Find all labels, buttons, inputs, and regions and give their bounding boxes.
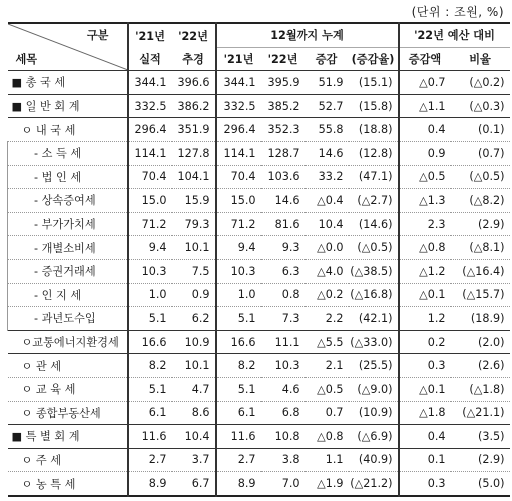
- cell-f: (12.8): [358, 146, 393, 160]
- cell-a: 6.1: [128, 401, 172, 425]
- cell-c: 71.2: [216, 212, 261, 236]
- cell-a: 332.5: [128, 94, 172, 118]
- cell-c: 332.5: [216, 94, 261, 118]
- cell-b: 79.3: [184, 217, 210, 231]
- row-label: ㅇ 주 세: [21, 453, 62, 467]
- cell-f: (△6.9): [357, 429, 393, 443]
- cell-d: 3.8: [281, 453, 300, 467]
- cell-b: 10.9: [184, 335, 210, 349]
- col-cum-21: '21년: [216, 47, 261, 71]
- cell-h: (△15.7): [462, 288, 505, 302]
- cell-g: △0.1: [399, 283, 451, 307]
- cell-d: 385.2: [267, 99, 300, 113]
- row-label: ㅇ 관 세: [21, 359, 62, 373]
- cell-c: 114.1: [216, 141, 261, 165]
- cell-g: △1.8: [399, 401, 451, 425]
- cell-c: 8.9: [216, 472, 261, 496]
- cell-a: 11.6: [128, 425, 172, 449]
- cell-g: 0.3: [399, 472, 451, 496]
- unit-note: (단위 : 조원, %): [411, 5, 504, 19]
- cell-f: (△0.5): [357, 241, 393, 255]
- cell-d: 11.1: [274, 335, 300, 349]
- row-label: - 인 지 세: [8, 283, 128, 307]
- cell-c: 5.1: [216, 307, 261, 331]
- cell-d: 103.6: [267, 170, 300, 184]
- table-row: [8, 448, 510, 472]
- corner-label-item: 세목: [15, 53, 38, 67]
- cell-c: 70.4: [216, 165, 261, 189]
- cell-b: 7.5: [191, 264, 210, 278]
- row-label: ■ 일 반 회 계: [11, 100, 80, 114]
- cell-b: 4.7: [191, 382, 210, 396]
- table-row: [8, 71, 510, 95]
- cell-c: 1.0: [216, 283, 261, 307]
- cell-e: △0.0: [317, 241, 344, 255]
- table-row: [8, 189, 510, 213]
- cell-f: (40.9): [358, 453, 393, 467]
- cell-b: 15.9: [184, 193, 210, 207]
- row-label: ■ 특 별 회 계: [11, 430, 80, 444]
- table-row: [8, 283, 510, 307]
- cell-h: (△0.3): [469, 99, 505, 113]
- cell-a: 2.7: [128, 448, 172, 472]
- table-row: [8, 425, 510, 449]
- row-label: ㅇ 교 육 세: [21, 383, 76, 397]
- table-body: [8, 71, 510, 496]
- cell-e: △0.5: [317, 382, 344, 396]
- cell-f: (25.5): [358, 359, 393, 373]
- table-row: [8, 307, 510, 331]
- cell-e: 2.1: [325, 359, 344, 373]
- cell-b: 396.6: [177, 75, 210, 89]
- cell-h: (2.9): [477, 453, 505, 467]
- cell-h: (△8.1): [469, 241, 505, 255]
- cell-h: (2.9): [477, 217, 505, 231]
- cell-g: △0.5: [399, 165, 451, 189]
- cell-g: 0.2: [399, 330, 451, 354]
- cell-g: △1.2: [399, 259, 451, 283]
- cell-d: 9.3: [281, 241, 300, 255]
- cell-h: (5.0): [477, 477, 505, 491]
- col-budget-diff: 증감액: [399, 47, 451, 71]
- cell-a: 5.1: [128, 377, 172, 401]
- cell-e: 0.7: [325, 406, 344, 420]
- cell-g: 2.3: [399, 212, 451, 236]
- cell-a: 15.0: [128, 189, 172, 213]
- cell-h: (△0.5): [469, 170, 505, 184]
- row-label: ■ 총 국 세: [11, 76, 66, 90]
- col-22-supp-l2: 추경: [172, 47, 216, 71]
- cell-f: (△21.2): [350, 477, 393, 491]
- table-row: [8, 141, 510, 165]
- cell-e: 52.7: [318, 99, 344, 113]
- row-label: ㅇ 농 특 세: [21, 477, 76, 491]
- cell-d: 6.8: [281, 406, 300, 420]
- cell-e: △4.0: [317, 264, 344, 278]
- cell-h: (0.7): [477, 146, 505, 160]
- cell-a: 10.3: [128, 259, 172, 283]
- cell-b: 0.9: [191, 288, 210, 302]
- row-label: ㅇ교통에너지환경세: [21, 336, 119, 350]
- cell-g: △0.8: [399, 236, 451, 260]
- cell-a: 71.2: [128, 212, 172, 236]
- col-21-actual-l2: 실적: [128, 47, 172, 71]
- cell-b: 6.2: [191, 311, 210, 325]
- cell-g: 0.4: [399, 425, 451, 449]
- cell-d: 14.6: [274, 193, 300, 207]
- cell-c: 9.4: [216, 236, 261, 260]
- cell-c: 15.0: [216, 189, 261, 213]
- row-label: - 소 득 세: [8, 141, 128, 165]
- cell-a: 5.1: [128, 307, 172, 331]
- cell-h: (△21.1): [462, 406, 505, 420]
- col-budget-ratio: 비율: [451, 47, 510, 71]
- cell-c: 2.7: [216, 448, 261, 472]
- row-label: - 과년도수입: [8, 307, 128, 331]
- cell-g: △0.1: [399, 377, 451, 401]
- tax-revenue-table: [7, 22, 510, 497]
- col-cum-diff: 증감: [305, 47, 349, 71]
- cell-f: (△38.5): [350, 264, 393, 278]
- cell-e: △0.4: [317, 193, 344, 207]
- cell-f: (△9.0): [357, 382, 393, 396]
- cell-g: △1.3: [399, 189, 451, 213]
- cell-f: (42.1): [358, 311, 393, 325]
- cell-a: 114.1: [128, 141, 172, 165]
- cell-f: (15.8): [358, 99, 393, 113]
- row-label: ㅇ 종합부동산세: [21, 406, 101, 420]
- cell-e: △5.5: [317, 335, 344, 349]
- cell-c: 10.3: [216, 259, 261, 283]
- cell-a: 296.4: [128, 118, 172, 142]
- cell-a: 344.1: [128, 71, 172, 95]
- col-21-actual-l1: '21년: [128, 23, 172, 47]
- cell-a: 8.2: [128, 354, 172, 378]
- cell-b: 127.8: [177, 146, 210, 160]
- table-row: [8, 472, 510, 496]
- cell-c: 344.1: [216, 71, 261, 95]
- cell-e: △0.8: [317, 429, 344, 443]
- cell-h: (18.9): [470, 311, 505, 325]
- cell-h: (△0.2): [469, 75, 505, 89]
- row-label: - 증권거래세: [8, 259, 128, 283]
- cell-d: 81.6: [274, 217, 300, 231]
- table-row: [8, 259, 510, 283]
- cell-h: (3.5): [477, 429, 505, 443]
- cell-h: (2.6): [477, 359, 505, 373]
- table-row: [8, 330, 510, 354]
- cell-a: 70.4: [128, 165, 172, 189]
- cell-e: △0.2: [317, 288, 344, 302]
- cell-d: 128.7: [267, 146, 300, 160]
- cell-f: (15.1): [358, 75, 393, 89]
- cum-header: 12월까지 누계: [216, 23, 399, 47]
- cell-b: 10.1: [184, 241, 210, 255]
- cell-f: (△33.0): [350, 335, 393, 349]
- cell-f: (14.6): [358, 217, 393, 231]
- table-row: [8, 212, 510, 236]
- cell-b: 351.9: [177, 123, 210, 137]
- cell-d: 352.3: [267, 123, 300, 137]
- cell-g: 1.2: [399, 307, 451, 331]
- cell-b: 8.6: [191, 406, 210, 420]
- col-cum-rate: (증감율): [349, 47, 399, 71]
- cell-a: 8.9: [128, 472, 172, 496]
- cell-d: 7.3: [281, 311, 300, 325]
- cell-d: 7.0: [281, 477, 300, 491]
- cell-d: 10.3: [274, 359, 300, 373]
- table-row: [8, 118, 510, 142]
- cell-d: 395.9: [267, 75, 300, 89]
- row-label: - 법 인 세: [8, 165, 128, 189]
- cell-e: 2.2: [325, 311, 344, 325]
- cell-b: 10.4: [184, 429, 210, 443]
- cell-a: 1.0: [128, 283, 172, 307]
- row-label: ㅇ 내 국 세: [21, 123, 76, 137]
- cell-e: 10.4: [318, 217, 344, 231]
- cell-e: 14.6: [318, 146, 344, 160]
- cell-e: 1.1: [325, 453, 344, 467]
- cell-b: 386.2: [177, 99, 210, 113]
- cell-b: 10.1: [184, 359, 210, 373]
- cell-g: △0.7: [399, 71, 451, 95]
- cell-e: 55.8: [318, 123, 344, 137]
- cell-e: 51.9: [318, 75, 344, 89]
- table-row: [8, 354, 510, 378]
- cell-b: 6.7: [191, 477, 210, 491]
- table-row: [8, 377, 510, 401]
- cell-b: 3.7: [191, 453, 210, 467]
- cell-c: 16.6: [216, 330, 261, 354]
- cell-c: 6.1: [216, 401, 261, 425]
- row-label: - 개별소비세: [8, 236, 128, 260]
- cell-a: 16.6: [128, 330, 172, 354]
- table-row: [8, 236, 510, 260]
- cell-c: 8.2: [216, 354, 261, 378]
- col-22-supp-l1: '22년: [178, 29, 208, 43]
- cell-g: 0.4: [399, 118, 451, 142]
- cell-a: 9.4: [128, 236, 172, 260]
- cell-c: 296.4: [216, 118, 261, 142]
- cell-f: (18.8): [358, 123, 393, 137]
- cell-e: △1.9: [317, 477, 344, 491]
- cell-h: (2.0): [477, 335, 505, 349]
- cell-h: (0.1): [477, 123, 505, 137]
- col-cum-22: '22년: [261, 47, 305, 71]
- table-row: [8, 94, 510, 118]
- cell-h: (△16.4): [462, 264, 505, 278]
- cell-h: (△8.2): [469, 193, 505, 207]
- cell-b: 104.1: [177, 170, 210, 184]
- table-row: [8, 401, 510, 425]
- cell-d: 0.8: [281, 288, 300, 302]
- corner-label-category: 구분: [86, 29, 109, 42]
- cell-f: (47.1): [358, 170, 393, 184]
- row-label: - 부가가치세: [8, 212, 128, 236]
- cell-f: (△2.7): [357, 193, 393, 207]
- cell-g: 0.3: [399, 354, 451, 378]
- cell-f: (△16.8): [350, 288, 393, 302]
- cell-g: 0.1: [399, 448, 451, 472]
- cell-g: △1.1: [399, 94, 451, 118]
- corner-header: [8, 23, 128, 71]
- row-label: - 상속증여세: [8, 189, 128, 213]
- cell-d: 4.6: [281, 382, 300, 396]
- cell-d: 6.3: [281, 264, 300, 278]
- cell-c: 11.6: [216, 425, 261, 449]
- cell-d: 10.8: [274, 429, 300, 443]
- cell-e: 33.2: [318, 170, 344, 184]
- budget-header: '22년 예산 대비: [399, 23, 510, 47]
- cell-h: (△1.8): [469, 382, 505, 396]
- table-row: [8, 165, 510, 189]
- cell-c: 5.1: [216, 377, 261, 401]
- cell-g: 0.9: [399, 141, 451, 165]
- cell-f: (10.9): [358, 406, 393, 420]
